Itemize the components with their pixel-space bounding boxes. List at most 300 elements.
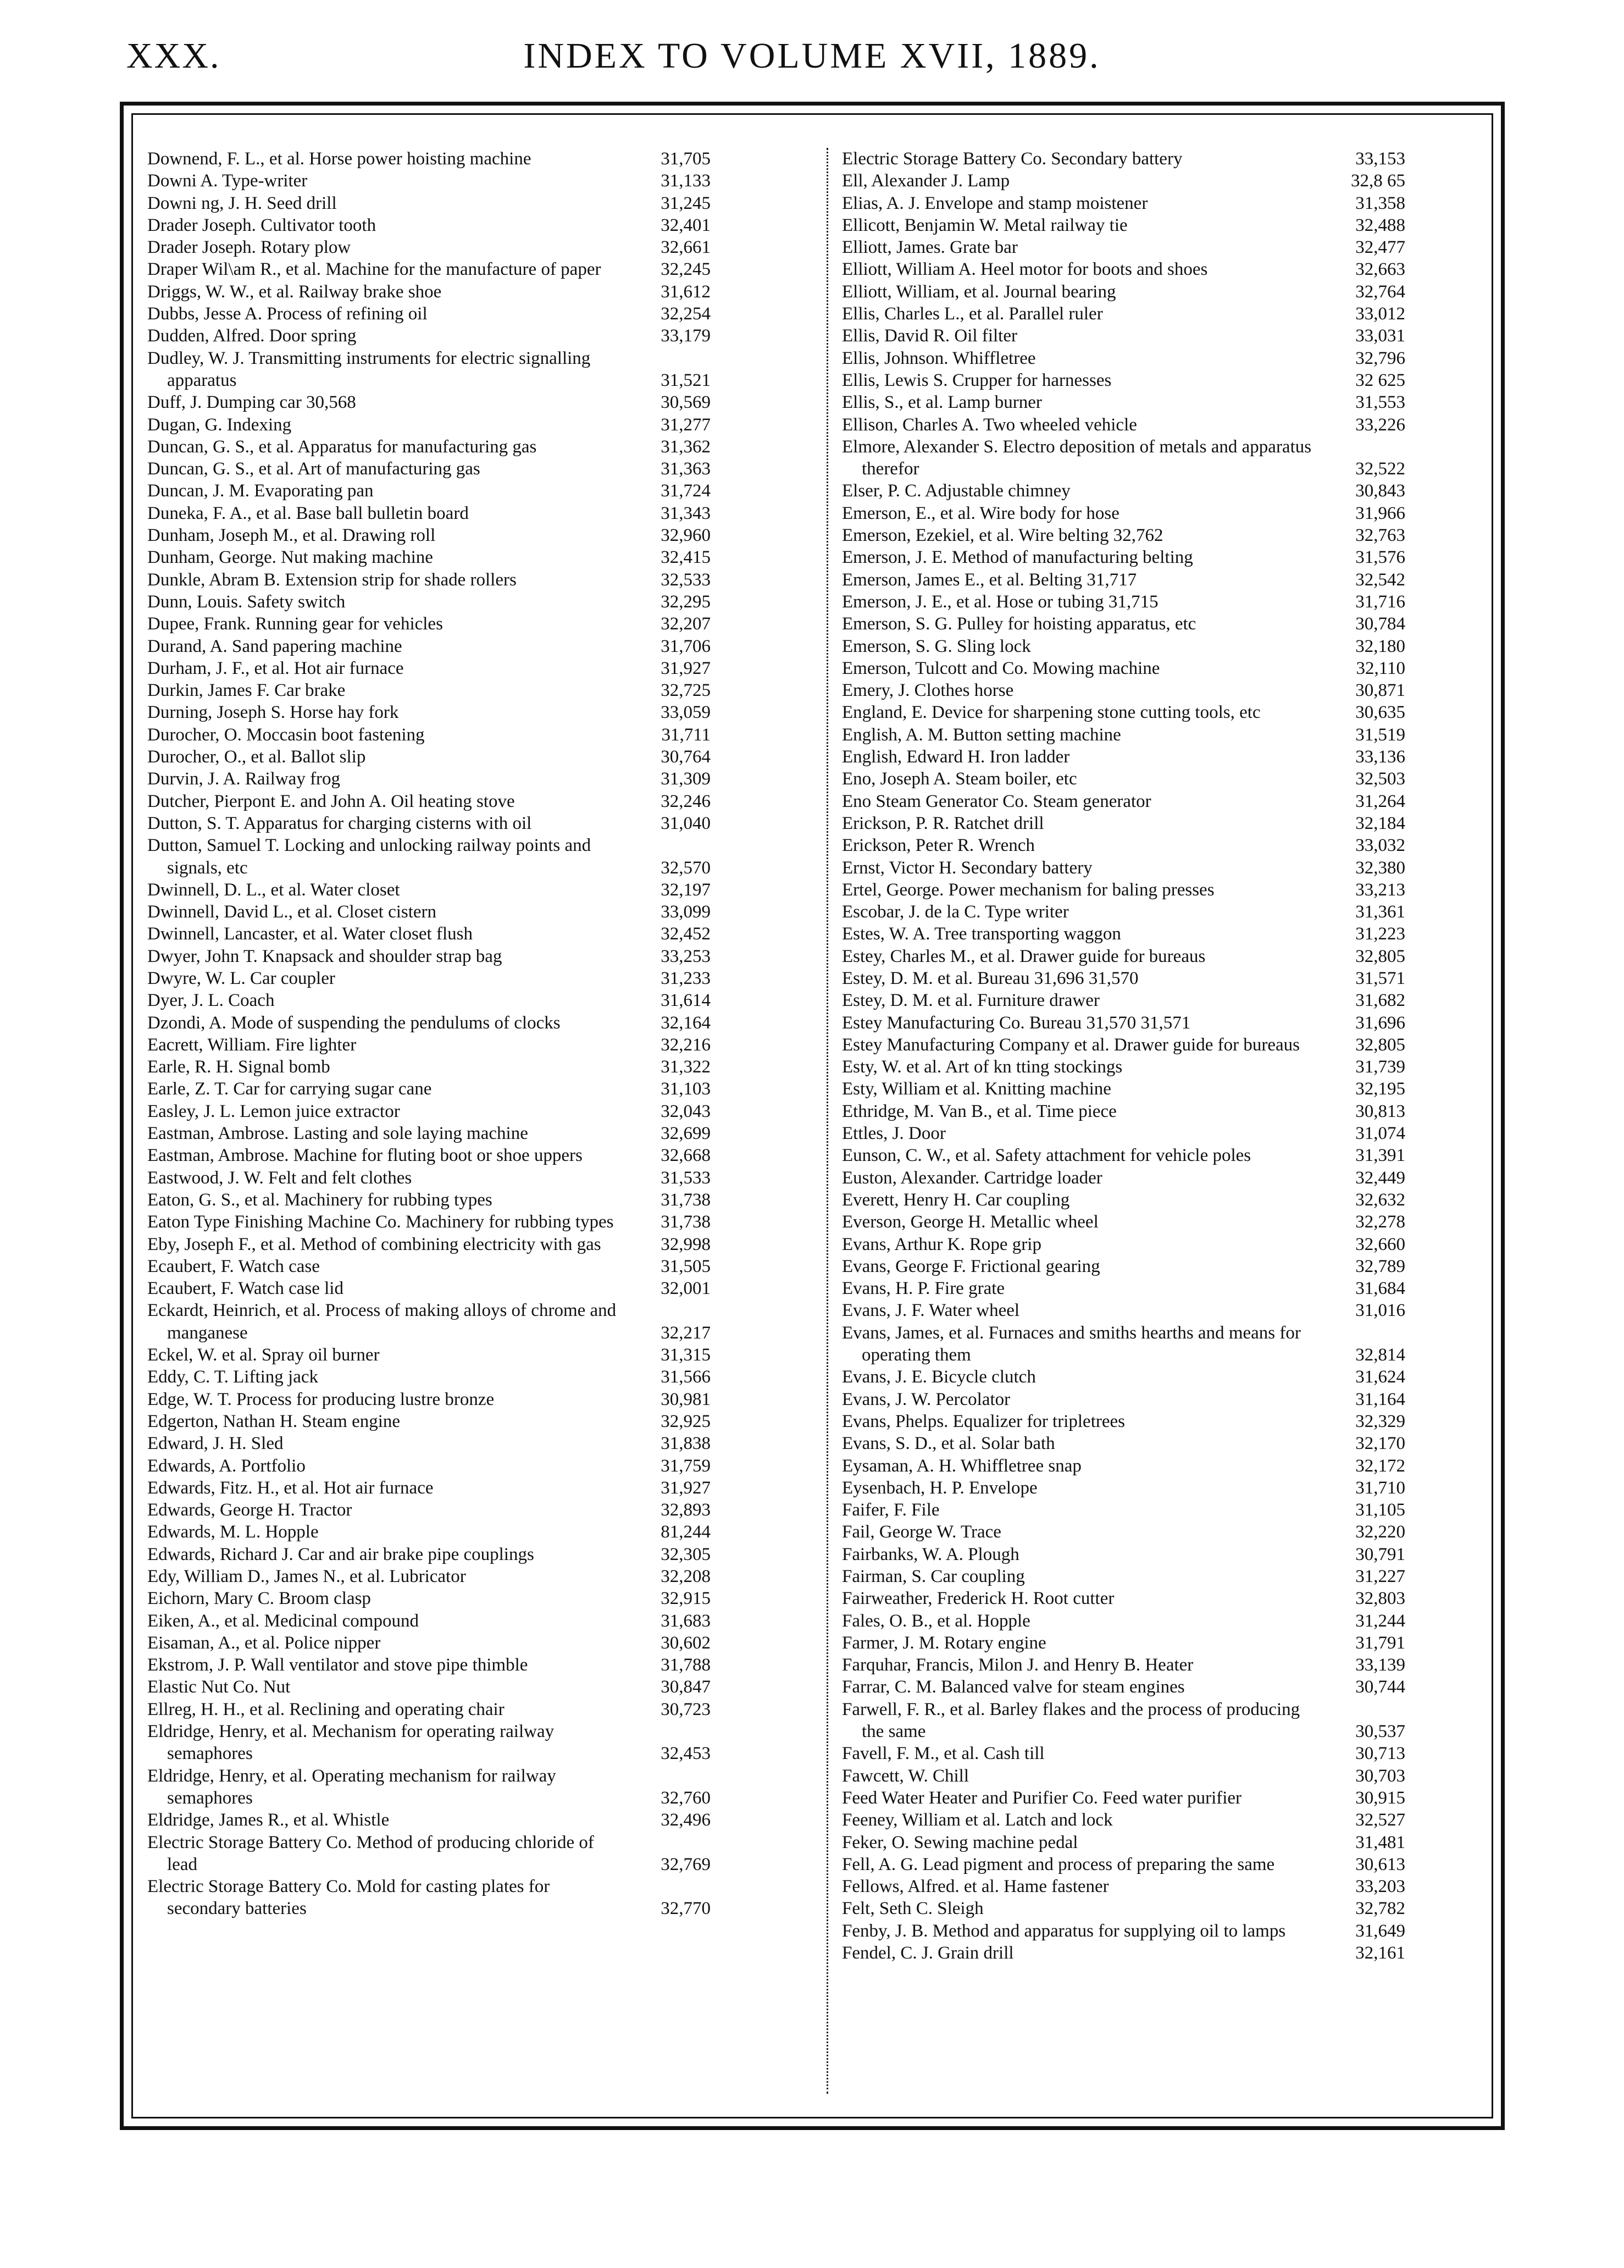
patent-number: 30,915	[1355, 1788, 1405, 1808]
patent-number: 31,277	[661, 414, 711, 435]
entry-text: Evans, J. W. Percolator	[842, 1389, 1011, 1409]
index-entry	[842, 1322, 1405, 1367]
patent-number: 32,207	[661, 614, 711, 634]
patent-number: 30,537	[1355, 1722, 1405, 1742]
entry-text: Feeney, William et al. Latch and lock	[842, 1810, 1113, 1830]
index-entry	[842, 1189, 1405, 1211]
index-entry	[842, 591, 1405, 613]
entry-text: Fairweather, Frederick H. Root cutter	[842, 1589, 1115, 1609]
entry-text: Dwyer, John T. Knapsack and shoulder strap bag	[147, 946, 502, 966]
entry-text: Fell, A. G. Lead pigment and process of preparing the same	[842, 1854, 1275, 1874]
entry-text: Edward, J. H. Sled	[147, 1434, 284, 1454]
patent-number: 30,764	[661, 747, 711, 767]
entry-text: Edwards, Fitz. H., et al. Hot air furnace	[147, 1478, 434, 1498]
entry-text: Durkin, James F. Car brake	[147, 681, 346, 701]
index-entry	[147, 1056, 711, 1078]
index-entry	[147, 1389, 711, 1410]
index-entry	[842, 1432, 1405, 1454]
index-entry	[147, 967, 711, 989]
index-entry	[147, 1765, 711, 1810]
index-entry	[842, 701, 1405, 723]
index-entry	[842, 1499, 1405, 1521]
patent-number: 31,358	[1355, 193, 1405, 213]
index-entry	[147, 1809, 711, 1831]
index-entry	[842, 192, 1405, 214]
entry-text: Dudden, Alfred. Door spring	[147, 326, 357, 346]
index-entry	[842, 923, 1405, 945]
entry-text: Emerson, Tulcott and Co. Mowing machine	[842, 658, 1160, 678]
patent-number: 31,315	[661, 1345, 711, 1365]
patent-number: 32,452	[661, 924, 711, 944]
index-entry	[147, 436, 711, 458]
entry-text: Dudley, W. J. Transmitting instruments for electric signalling apparatus	[147, 348, 591, 390]
patent-number: 31,245	[661, 193, 711, 213]
index-entry	[147, 724, 711, 746]
entry-text: Earle, R. H. Signal bomb	[147, 1057, 330, 1077]
patent-number: 32,415	[661, 547, 711, 568]
patent-number: 30,723	[661, 1699, 711, 1719]
entry-text: Elias, A. J. Envelope and stamp moistener	[842, 193, 1148, 213]
entry-text: Ellis, David R. Oil filter	[842, 326, 1017, 346]
entry-text: Ekstrom, J. P. Wall ventilator and stove pipe thimble	[147, 1655, 528, 1675]
entry-text: Eastman, Ambrose. Machine for fluting boot or shoe uppers	[147, 1146, 583, 1166]
index-inner-frame	[131, 113, 1493, 2118]
index-entry	[147, 613, 711, 635]
patent-number: 30,713	[1355, 1744, 1405, 1764]
entry-text: Feker, O. Sewing machine pedal	[842, 1832, 1078, 1852]
index-entry	[842, 391, 1405, 413]
index-entry	[147, 1034, 711, 1056]
entry-text: Evans, J. E. Bicycle clutch	[842, 1367, 1036, 1387]
index-entry	[147, 1587, 711, 1609]
index-entry	[842, 502, 1405, 524]
patent-number: 32,208	[661, 1567, 711, 1586]
patent-number: 32,760	[661, 1788, 711, 1808]
entry-text: Estey, D. M. et al. Bureau 31,696 31,570	[842, 968, 1139, 988]
patent-number: 31,738	[661, 1190, 711, 1210]
patent-number: 31,361	[1355, 902, 1405, 922]
entry-text: England, E. Device for sharpening stone cutting tools, etc	[842, 702, 1261, 723]
entry-text: Estey, D. M. et al. Furniture drawer	[842, 991, 1100, 1011]
index-entry	[147, 768, 711, 790]
index-entry	[147, 923, 711, 945]
patent-number: 31,363	[661, 459, 711, 479]
entry-text: Fenby, J. B. Method and apparatus for supplying oil to lamps	[842, 1921, 1286, 1941]
index-entry	[147, 1610, 711, 1632]
patent-number: 32,763	[1355, 525, 1405, 546]
index-entry	[147, 1455, 711, 1477]
entry-text: Dutton, S. T. Apparatus for charging cisterns with oil	[147, 813, 532, 833]
index-entry	[842, 170, 1405, 192]
entry-text: Electric Storage Battery Co. Secondary battery	[842, 149, 1183, 169]
entry-text: Eddy, C. T. Lifting jack	[147, 1367, 319, 1387]
patent-number: 32,960	[661, 525, 711, 546]
index-entry	[842, 1100, 1405, 1122]
index-entry	[842, 1455, 1405, 1477]
patent-number: 32,522	[1355, 459, 1405, 479]
patent-number: 31,164	[1355, 1389, 1405, 1409]
entry-text: Ertel, George. Power mechanism for baling presses	[842, 879, 1215, 900]
patent-number: 31,724	[661, 481, 711, 501]
index-entry	[842, 635, 1405, 657]
patent-number: 81,244	[661, 1522, 711, 1542]
entry-text: Electric Storage Battery Co. Mold for casting plates for secondary batteries	[147, 1877, 550, 1919]
index-entry	[147, 1100, 711, 1122]
patent-number: 31,521	[661, 370, 711, 390]
patent-number: 32,305	[661, 1544, 711, 1564]
patent-number: 33,153	[1355, 149, 1405, 169]
patent-number: 31,710	[1355, 1478, 1405, 1498]
index-entry	[147, 148, 711, 170]
entry-text: Edgerton, Nathan H. Steam engine	[147, 1411, 401, 1431]
patent-number: 31,571	[1355, 968, 1405, 988]
entry-text: Duncan, G. S., et al. Apparatus for manufacturing gas	[147, 436, 537, 457]
patent-number: 33,253	[661, 946, 711, 966]
entry-text: Durham, J. F., et al. Hot air furnace	[147, 658, 404, 678]
patent-number: 32,197	[661, 879, 711, 900]
patent-number: 32,217	[661, 1323, 711, 1343]
entry-text: Euston, Alexander. Cartridge loader	[842, 1168, 1102, 1188]
patent-number: 32,796	[1355, 348, 1405, 368]
index-entry	[147, 1676, 711, 1698]
patent-number: 31,040	[661, 813, 711, 833]
entry-text: Duff, J. Dumping car 30,568	[147, 392, 356, 413]
index-entry	[147, 1544, 711, 1566]
entry-text: Dugan, G. Indexing	[147, 414, 292, 435]
patent-number: 32,998	[661, 1234, 711, 1254]
index-entry	[842, 1078, 1405, 1100]
index-entry	[842, 369, 1405, 391]
index-entry	[147, 1344, 711, 1366]
entry-text: Evans, H. P. Fire grate	[842, 1279, 1005, 1299]
patent-number: 32,477	[1355, 237, 1405, 258]
index-entry	[147, 347, 711, 392]
patent-number: 32,8 65	[1351, 171, 1405, 191]
patent-number: 30,635	[1355, 702, 1405, 723]
patent-number: 32,660	[1355, 1234, 1405, 1254]
index-entry	[147, 524, 711, 546]
entry-text: Dwinnell, Lancaster, et al. Water closet flush	[147, 924, 473, 944]
index-entry	[147, 1255, 711, 1277]
entry-text: Fales, O. B., et al. Hopple	[842, 1611, 1030, 1631]
patent-number: 33,032	[1355, 836, 1405, 856]
patent-number: 30,813	[1355, 1101, 1405, 1121]
entry-text: Dutton, Samuel T. Locking and unlocking railway points and signals, etc	[147, 836, 591, 878]
entry-text: Everson, George H. Metallic wheel	[842, 1212, 1099, 1232]
entry-text: Ettles, J. Door	[842, 1124, 946, 1144]
patent-number: 32,254	[661, 304, 711, 324]
entry-text: Emery, J. Clothes horse	[842, 681, 1014, 701]
entry-text: Escobar, J. de la C. Type writer	[842, 902, 1069, 922]
index-entry	[842, 1255, 1405, 1277]
index-entry	[842, 879, 1405, 901]
index-entry	[147, 812, 711, 834]
entry-text: Evans, Phelps. Equalizer for tripletrees	[842, 1411, 1125, 1431]
patent-number: 30,569	[661, 392, 711, 413]
entry-text: Draper Wil\am R., et al. Machine for the manufacture of paper	[147, 259, 601, 280]
entry-text: Eaton Type Finishing Machine Co. Machinery for rubbing types	[147, 1212, 614, 1232]
index-entry	[842, 1854, 1405, 1876]
entry-text: Elastic Nut Co. Nut	[147, 1677, 291, 1697]
patent-number: 33,059	[661, 702, 711, 723]
patent-number: 32,632	[1355, 1190, 1405, 1210]
patent-number: 30,613	[1355, 1854, 1405, 1874]
entry-text: Estey, Charles M., et al. Drawer guide for bureaus	[842, 946, 1206, 966]
index-entry	[147, 1632, 711, 1654]
index-entry	[842, 790, 1405, 812]
patent-number: 32,195	[1355, 1079, 1405, 1099]
index-entry	[147, 834, 711, 879]
patent-number: 32,503	[1355, 769, 1405, 789]
patent-number: 31,576	[1355, 547, 1405, 568]
patent-number: 31,133	[661, 171, 711, 191]
index-entry	[842, 214, 1405, 236]
entry-text: Eysenbach, H. P. Envelope	[842, 1478, 1038, 1498]
patent-number: 32,401	[661, 215, 711, 235]
patent-number: 31,566	[661, 1367, 711, 1387]
patent-number: 33,203	[1355, 1877, 1405, 1897]
entry-text: Ethridge, M. Van B., et al. Time piece	[842, 1101, 1117, 1121]
page-number: XXX.	[126, 36, 221, 76]
entry-text: Elliott, James. Grate bar	[842, 237, 1018, 258]
index-entry	[842, 746, 1405, 768]
index-entry	[147, 746, 711, 768]
patent-number: 33,099	[661, 902, 711, 922]
index-entry	[842, 724, 1405, 746]
index-entry	[147, 1521, 711, 1543]
patent-number: 32,769	[661, 1854, 711, 1874]
patent-number: 32,661	[661, 237, 711, 258]
patent-number: 33,031	[1355, 326, 1405, 346]
patent-number: 32 625	[1355, 370, 1405, 390]
index-entry	[147, 569, 711, 591]
entry-text: Eastman, Ambrose. Lasting and sole laying machine	[147, 1124, 528, 1144]
index-entry	[147, 1167, 711, 1189]
index-entry	[842, 989, 1405, 1011]
patent-number: 31,223	[1355, 924, 1405, 944]
index-entry	[842, 1699, 1405, 1743]
index-entry	[842, 546, 1405, 568]
entry-text: Erickson, P. R. Ratchet drill	[842, 813, 1044, 833]
entry-text: Elser, P. C. Adjustable chimney	[842, 481, 1071, 501]
patent-number: 32,453	[661, 1744, 711, 1764]
entry-text: Eno, Joseph A. Steam boiler, etc	[842, 769, 1077, 789]
index-entry	[842, 1389, 1405, 1410]
index-entry	[842, 1056, 1405, 1078]
patent-number: 30,847	[661, 1677, 711, 1697]
entry-text: Farrar, C. M. Balanced valve for steam engines	[842, 1677, 1185, 1697]
patent-number: 32,764	[1355, 281, 1405, 302]
index-entry	[147, 1477, 711, 1499]
patent-number: 31,505	[661, 1256, 711, 1276]
patent-number: 32,180	[1355, 636, 1405, 656]
index-entry	[842, 1277, 1405, 1299]
entry-text: Durning, Joseph S. Horse hay fork	[147, 702, 399, 723]
entry-text: Dunn, Louis. Safety switch	[147, 591, 346, 612]
patent-number: 31,705	[661, 149, 711, 169]
patent-number: 33,226	[1355, 414, 1405, 435]
entry-text: Easley, J. L. Lemon juice extractor	[147, 1101, 400, 1121]
entry-text: Eunson, C. W., et al. Safety attachment for vehicle poles	[842, 1146, 1251, 1166]
index-entry	[842, 1299, 1405, 1321]
entry-text: Estey Manufacturing Company et al. Drawer guide for bureaus	[842, 1035, 1300, 1055]
patent-number: 31,966	[1355, 503, 1405, 523]
patent-number: 31,614	[661, 991, 711, 1011]
entry-text: Eastwood, J. W. Felt and felt clothes	[147, 1168, 412, 1188]
entry-text: Duneka, F. A., et al. Base ball bulletin board	[147, 503, 469, 523]
column-divider	[827, 148, 828, 2094]
patent-number: 31,684	[1355, 1279, 1405, 1299]
entry-text: Eysaman, A. H. Whiffletree snap	[842, 1456, 1082, 1476]
index-entry	[842, 1544, 1405, 1566]
entry-text: Dunham, George. Nut making machine	[147, 547, 433, 568]
index-entry	[147, 901, 711, 923]
index-entry	[842, 1012, 1405, 1034]
index-entry	[842, 524, 1405, 546]
index-entry	[842, 945, 1405, 967]
entry-text: Emerson, S. G. Pulley for hoisting apparatus, etc	[842, 614, 1196, 634]
entry-text: Durocher, O. Moccasin boot fastening	[147, 724, 425, 745]
patent-number: 32,295	[661, 591, 711, 612]
entry-text: Downi A. Type-writer	[147, 171, 308, 191]
entry-text: Edge, W. T. Process for producing lustre bronze	[147, 1389, 495, 1409]
page-header	[121, 31, 1503, 97]
entry-text: Eno Steam Generator Co. Steam generator	[842, 791, 1151, 811]
patent-number: 32,245	[661, 259, 711, 280]
patent-number: 33,139	[1355, 1655, 1405, 1675]
entry-text: Everett, Henry H. Car coupling	[842, 1190, 1070, 1210]
index-entry	[147, 170, 711, 192]
index-entry	[147, 1654, 711, 1676]
entry-text: Evans, James, et al. Furnaces and smiths hearths and means for operating them	[842, 1323, 1301, 1365]
entry-text: Driggs, W. W., et al. Railway brake shoe	[147, 281, 442, 302]
index-entry	[147, 945, 711, 967]
patent-number: 32,449	[1355, 1168, 1405, 1188]
entry-text: Ellis, Lewis S. Crupper for harnesses	[842, 370, 1112, 390]
entry-text: Eiken, A., et al. Medicinal compound	[147, 1611, 419, 1631]
index-entry	[147, 1277, 711, 1299]
index-entry	[147, 1721, 711, 1765]
patent-number: 31,759	[661, 1456, 711, 1476]
entry-text: Fendel, C. J. Grain drill	[842, 1943, 1014, 1963]
patent-number: 31,838	[661, 1434, 711, 1454]
index-entry	[147, 635, 711, 657]
patent-number: 31,105	[1355, 1500, 1405, 1520]
index-entry	[147, 214, 711, 236]
patent-number: 32,533	[661, 569, 711, 590]
index-entry	[147, 414, 711, 436]
entry-text: Edwards, Richard J. Car and air brake pipe couplings	[147, 1544, 534, 1564]
patent-number: 32,805	[1355, 1035, 1405, 1055]
entry-text: Emerson, J. E., et al. Hose or tubing 31,715	[842, 591, 1159, 612]
patent-number: 31,343	[661, 503, 711, 523]
entry-text: Emerson, E., et al. Wire body for hose	[842, 503, 1119, 523]
index-entry	[147, 325, 711, 347]
patent-number: 32,893	[661, 1500, 711, 1520]
index-entry	[842, 1521, 1405, 1543]
index-frame	[120, 102, 1505, 2130]
entry-text: Fail, George W. Trace	[842, 1522, 1001, 1542]
entry-text: Farmer, J. M. Rotary engine	[842, 1633, 1046, 1653]
index-entry	[147, 1699, 711, 1721]
entry-text: Edwards, M. L. Hopple	[147, 1522, 319, 1542]
index-entry	[842, 613, 1405, 635]
patent-number: 32,803	[1355, 1589, 1405, 1609]
index-entry	[147, 1299, 711, 1344]
index-entry	[842, 1144, 1405, 1166]
patent-number: 32,814	[1355, 1345, 1405, 1365]
index-entry	[147, 679, 711, 701]
index-entry	[842, 857, 1405, 879]
entry-text: Elliott, William A. Heel motor for boots and shoes	[842, 259, 1208, 280]
index-entry	[842, 1587, 1405, 1609]
patent-number: 32,170	[1355, 1434, 1405, 1454]
index-entry	[147, 879, 711, 901]
patent-number: 31,481	[1355, 1832, 1405, 1852]
index-entry	[147, 258, 711, 280]
index-entry	[842, 1743, 1405, 1764]
index-entry	[842, 1787, 1405, 1809]
entry-text: Drader Joseph. Rotary plow	[147, 237, 351, 258]
patent-number: 30,744	[1355, 1677, 1405, 1697]
entry-text: Fairman, S. Car coupling	[842, 1567, 1025, 1586]
patent-number: 31,553	[1355, 392, 1405, 413]
index-entry	[842, 569, 1405, 591]
patent-number: 31,612	[661, 281, 711, 302]
patent-number: 31,103	[661, 1079, 711, 1099]
entry-text: Dunham, Joseph M., et al. Drawing roll	[147, 525, 436, 546]
entry-text: Estey Manufacturing Co. Bureau 31,570 31,571	[842, 1013, 1191, 1033]
patent-number: 31,791	[1355, 1633, 1405, 1653]
entry-text: Earle, Z. T. Car for carrying sugar cane	[147, 1079, 432, 1099]
entry-text: Farwell, F. R., et al. Barley flakes and the process of producing the same	[842, 1699, 1300, 1742]
entry-text: Eldridge, James R., et al. Whistle	[147, 1810, 390, 1830]
entry-text: Emerson, James E., et al. Belting 31,717	[842, 569, 1137, 590]
patent-number: 32,805	[1355, 946, 1405, 966]
index-entry	[842, 480, 1405, 502]
patent-number: 32,246	[661, 791, 711, 811]
entry-text: Eby, Joseph F., et al. Method of combining electricity with gas	[147, 1234, 601, 1254]
patent-number: 30,602	[661, 1633, 711, 1653]
entry-text: Ellreg, H. H., et al. Reclining and operating chair	[147, 1699, 505, 1719]
entry-text: Eaton, G. S., et al. Machinery for rubbing types	[147, 1190, 492, 1210]
index-entry	[842, 347, 1405, 369]
patent-number: 31,309	[661, 769, 711, 789]
index-entry	[147, 192, 711, 214]
index-entry	[842, 148, 1405, 170]
entry-text: Electric Storage Battery Co. Method of producing chloride of lead	[147, 1832, 594, 1874]
patent-number: 32,542	[1355, 569, 1405, 590]
patent-number: 32,527	[1355, 1810, 1405, 1830]
entry-text: Fawcett, W. Chill	[842, 1766, 969, 1786]
patent-number: 31,244	[1355, 1611, 1405, 1631]
index-entry	[147, 657, 711, 679]
index-entry	[842, 1876, 1405, 1898]
entry-text: Faifer, F. File	[842, 1500, 940, 1520]
index-entry	[147, 1366, 711, 1388]
patent-number: 31,738	[661, 1212, 711, 1232]
patent-number: 31,788	[661, 1655, 711, 1675]
patent-number: 31,362	[661, 436, 711, 457]
patent-number: 31,233	[661, 968, 711, 988]
entry-text: Esty, William et al. Knitting machine	[842, 1079, 1111, 1099]
index-entry	[147, 1078, 711, 1100]
entry-text: English, A. M. Button setting machine	[842, 724, 1121, 745]
entry-text: Evans, George F. Frictional gearing	[842, 1256, 1100, 1276]
index-entry	[842, 258, 1405, 280]
entry-text: Feed Water Heater and Purifier Co. Feed water purifier	[842, 1788, 1242, 1808]
patent-number: 33,179	[661, 326, 711, 346]
